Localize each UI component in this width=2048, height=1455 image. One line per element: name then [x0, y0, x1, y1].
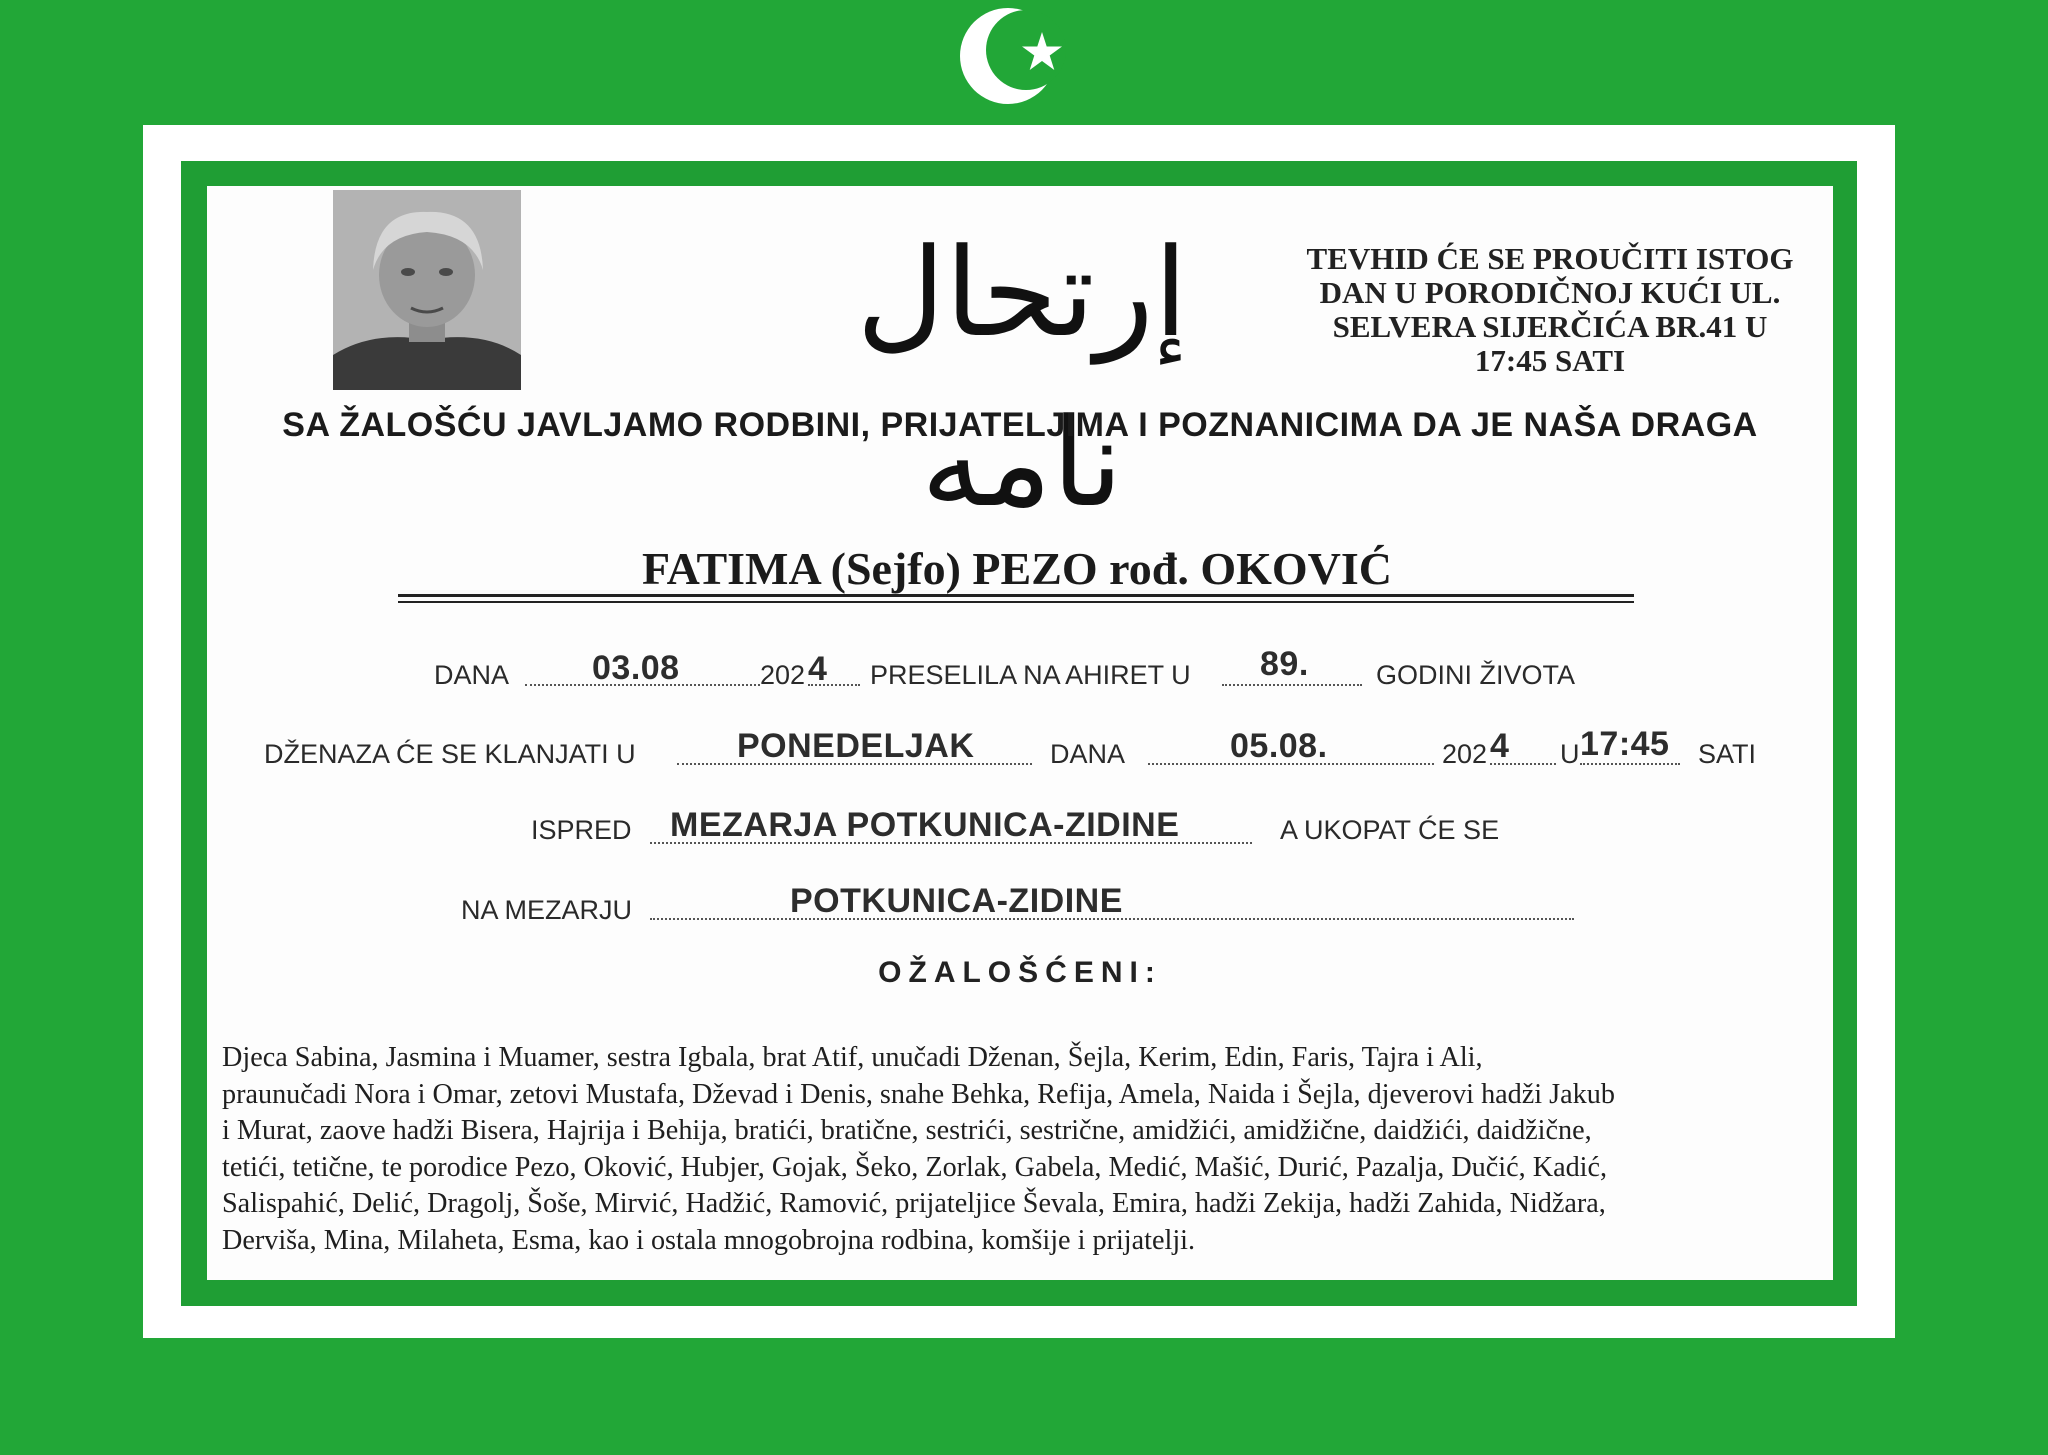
mourners-title: OŽALOŠĆENI:: [878, 956, 1162, 989]
label-dzenaza: DŽENAZA ĆE SE KLANJATI U: [264, 739, 636, 769]
label-mezarju: NA MEZARJU: [461, 895, 633, 925]
funeral-day: PONEDELJAK: [737, 727, 975, 765]
portrait-photo: [333, 190, 521, 390]
tevhid-line: SELVERA SIJERČIĆA BR.41 U: [1332, 309, 1768, 344]
announcement: SA ŽALOŠĆU JAVLJAMO RODBINI, PRIJATELJIMA I POZNANICIMA DA JE NAŠA DRAGA: [282, 406, 1758, 444]
name-underline: [398, 594, 1634, 597]
label-ispred: ISPRED: [531, 815, 632, 845]
mourners-line: Salispahić, Delić, Dragolj, Šoše, Mirvić, Hadžić, Ramović, prijateljice Ševala, Emira, hadži Zekija, hadži Zahida, Nidžara,: [222, 1188, 1606, 1219]
label-godini: GODINI ŽIVOTA: [1376, 660, 1576, 690]
label-dana: DANA: [434, 660, 510, 690]
year-prefix: 202: [760, 660, 806, 690]
mourners-line: tetići, tetične, te porodice Pezo, Oković, Hubjer, Gojak, Šeko, Zorlak, Gabela, Medić, Mašić, Durić, Pazalja, Dučić, Kadić,: [222, 1151, 1608, 1183]
label-u: U: [1560, 739, 1580, 769]
label-ukopat: A UKOPAT ĆE SE: [1280, 815, 1500, 845]
death-date: 03.08: [592, 649, 680, 687]
year-prefix: 202: [1442, 739, 1488, 769]
tevhid-line: 17:45 SATI: [1474, 343, 1626, 378]
mosque-location: MEZARJA POTKUNICA-ZIDINE: [670, 806, 1180, 844]
name-underline: [398, 601, 1634, 603]
crescent-star-icon: [958, 6, 1078, 106]
funeral-date: 05.08.: [1230, 727, 1328, 765]
mourners-list: [222, 1040, 1822, 1259]
tevhid-line: TEVHID ĆE SE PROUČITI ISTOG: [1306, 241, 1794, 276]
tevhid-line: DAN U PORODIČNOJ KUĆI UL.: [1319, 275, 1781, 310]
death-year-digit: 4: [808, 650, 828, 688]
age: 89.: [1260, 645, 1309, 683]
mourners-line: praunučadi Nora i Omar, zetovi Mustafa, Dževad i Denis, snahe Behka, Refija, Amela, Naida i Šejla, djeverovi hadži Jakub: [222, 1078, 1615, 1110]
arabic-title: إرتحال نامه: [856, 222, 1188, 534]
fill-line: [1222, 684, 1362, 686]
mourners-line: i Murat, zaove hadži Bisera, Hajrija i Behija, bratići, bratične, sestrići, sestrične, amidžići, amidžične, daidžići, daidžične,: [222, 1115, 1592, 1146]
funeral-year-digit: 4: [1490, 727, 1510, 765]
cemetery-name: POTKUNICA-ZIDINE: [790, 882, 1123, 920]
tevhid-notice: [1270, 242, 1830, 378]
mourners-line: Derviša, Mina, Milaheta, Esma, kao i ostala mnogobrojna rodbina, komšije i prijatelji.: [222, 1224, 1196, 1256]
deceased-name: FATIMA (Sejfo) PEZO rođ. OKOVIĆ: [641, 543, 1393, 594]
mourners-line: Djeca Sabina, Jasmina i Muamer, sestra Igbala, brat Atif, unučadi Dženan, Šejla, Kerim, Edin, Faris, Tajra i Ali,: [222, 1042, 1483, 1073]
label-sati: SATI: [1698, 739, 1757, 769]
label-dana: DANA: [1050, 739, 1126, 769]
funeral-time: 17:45: [1580, 725, 1670, 763]
label-preselila: PRESELILA NA AHIRET U: [870, 660, 1191, 690]
